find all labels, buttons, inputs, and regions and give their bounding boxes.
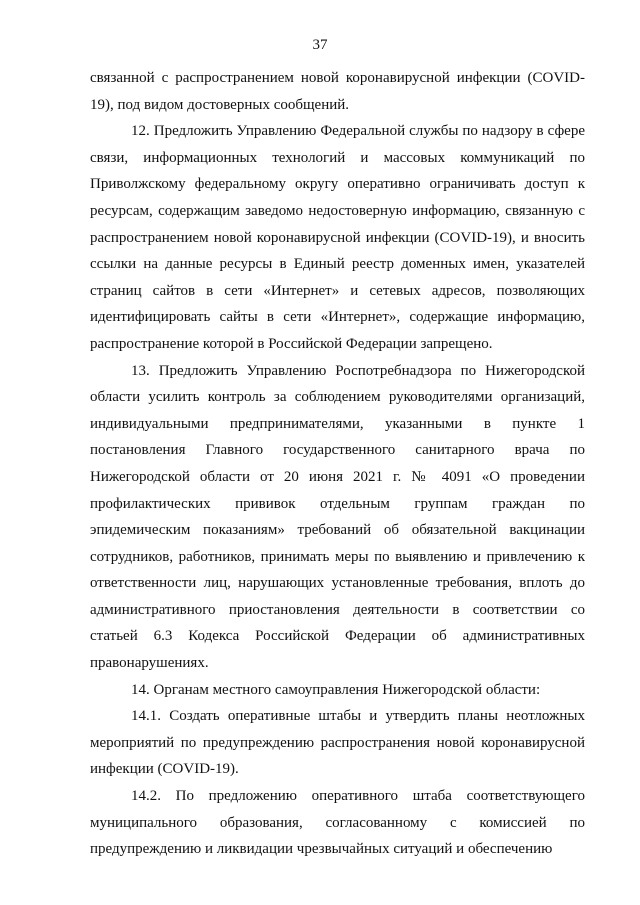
paragraph-item-14-2: 14.2. По предложению оперативного штаба соответствующего муниципального образования, согласованному с комиссией по предупреждению и ликвидации чрезвычайных ситуаций и обеспечению bbox=[90, 788, 585, 858]
paragraph-continuation: связанной с распространением новой коронавирусной инфекции (COVID-19), под видом достоверных сообщений. bbox=[90, 70, 585, 113]
paragraph-item-13: 13. Предложить Управлению Роспотребнадзора по Нижегородской области усилить контроль за соблюдением руководителями организаций, индивидуальными предпринимателями, указанными в пункте 1 постановления Главного государственного санитарного врача по Нижегородской области от 20 июня 2021 г. № 4091 «О проведении профилактических прививок отдельным группам граждан по эпидемическим показаниям» требований об обязательной вакцинации сотрудников, работников, принимать меры по выявлению и привлечению к ответственности лиц, нарушающих установленные требования, вплоть до административного приостановления деятельности в соответствии со статьей 6.3 Кодекса Российской Федерации об административных правонарушениях. bbox=[90, 362, 585, 672]
paragraph-item-12: 12. Предложить Управлению Федеральной службы по надзору в сфере связи, информационных технологий и массовых коммуникаций по Приволжскому федеральному округу оперативно ограничивать доступ к ресурсам, содержащим заведомо недостоверную информацию, связанную с распространением новой коронавирусной инфекции (COVID-19), и вносить ссылки на данные ресурсы в Единый реестр доменных имен, указателей страниц сайтов в сети «Интернет» и сетевых адресов, позволяющих идентифицировать сайты в сети «Интернет», содержащие информацию, распространение которой в Российской Федерации запрещено. bbox=[90, 123, 585, 352]
document-body bbox=[90, 65, 585, 863]
page-number: 37 bbox=[312, 37, 328, 53]
paragraph-item-14-1: 14.1. Создать оперативные штабы и утвердить планы неотложных мероприятий по предупреждению распространения новой коронавирусной инфекции (COVID-19). bbox=[90, 708, 585, 778]
paragraph-item-14: 14. Органам местного самоуправления Нижегородской области: bbox=[131, 681, 541, 698]
